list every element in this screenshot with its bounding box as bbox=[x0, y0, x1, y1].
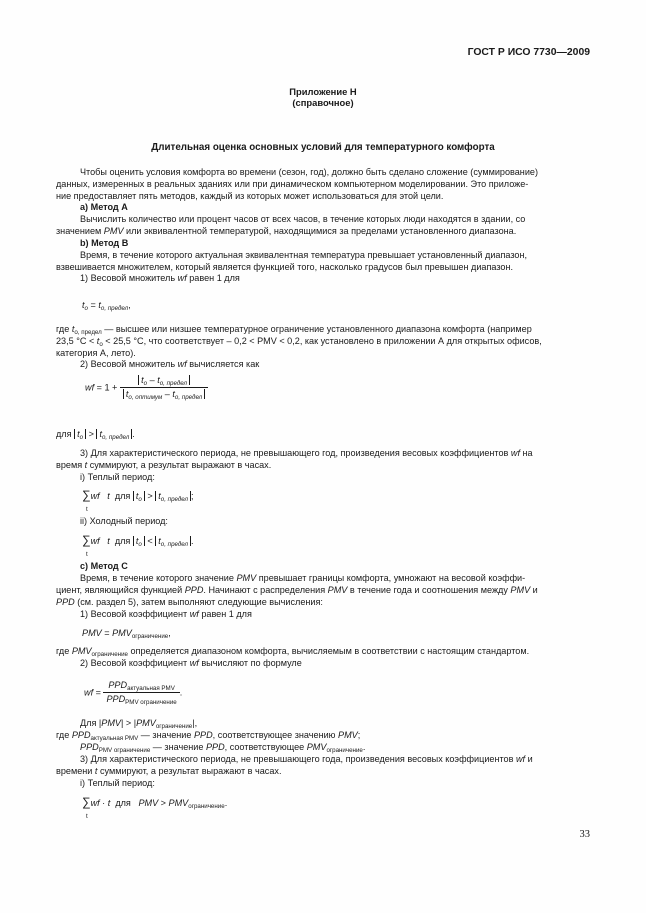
method-a-line-1: Вычислить количество или процент часов от всех часов, в течение которых люди находятся в здании, со bbox=[80, 214, 526, 224]
method-a-heading: а) Метод А bbox=[80, 202, 128, 212]
method-b-cold-formula: ∑wf t для $t_o < t_{o, предел}$ . bbox=[82, 533, 194, 548]
section-title: Длительная оценка основных условий для температурного комфорта bbox=[151, 142, 495, 153]
page-number: 33 bbox=[579, 829, 590, 840]
intro-line-1: Чтобы оценить условия комфорта во времени (сезон, год), должно быть сделано сложение (суммирование) bbox=[80, 167, 538, 177]
method-c-warm-sum-index: t bbox=[86, 813, 88, 820]
method-b-where-2: 23,5 $^\circ C < t_o < 25,5$ °C, что соответствует – 0,2 < PMV < 0,2, как установлено в приложении А для открытых офисов, bbox=[56, 336, 542, 348]
method-c-where-2: где $PPD_{актуальная PMV}$ — значение PPD, соответствующее значению PMV; bbox=[56, 730, 361, 742]
standard-code: ГОСТ Р ИСО 7730—2009 bbox=[467, 47, 590, 58]
annex-title: Приложение Н bbox=[289, 86, 357, 97]
method-b-where-1: где $t_{o, предел}$ — высшее или низшее температурное ограничение установленного диапазона комфорта (например bbox=[56, 324, 532, 336]
method-c-formula-2: wf = $\frac{PPD_{актуальная PMV}}{PPD_{PMV ограничение}}$ . bbox=[84, 680, 183, 707]
method-b-formula-2: wf = 1 + $\frac{t_o - t_{o, предел}}{t_{o, оптимум} - t_{o, предел}}$ bbox=[85, 375, 208, 401]
method-c-where-3: $PPD_{PMV ограничение}$ — значение PPD, соответствующее $PMV_{ограничение}$. bbox=[80, 742, 366, 754]
method-b-warm-sum-index: t bbox=[86, 506, 88, 513]
method-b-cold-sum-index: t bbox=[86, 551, 88, 558]
method-c-step-2: 2) Весовой коэффициент wf вычисляют по формуле bbox=[80, 658, 302, 668]
method-c-warm-formula: ∑wf · t для PMV > $PMV_{ограничение}$. bbox=[82, 795, 228, 810]
annex-note: (справочное) bbox=[292, 97, 354, 108]
method-a-line-2: значением PMV или эквивалентной температурой, находящимися за пределами установленного диапазона. bbox=[56, 226, 517, 236]
method-c-heading: c) Метод С bbox=[80, 561, 128, 571]
method-c-step-3: 3) Для характеристического периода, не превышающего года, произведения весовых коэффициентов wf и bbox=[80, 754, 533, 764]
method-c-formula-1: PMV = $PMV_{ограничение}$, bbox=[82, 628, 171, 640]
method-b-step-1: 1) Весовой множитель wf равен 1 для bbox=[80, 273, 240, 283]
method-b-step-3: 3) Для характеристического периода, не превышающего год, произведения весовых коэффициентов wf на bbox=[80, 448, 533, 458]
method-b-step-3b: время t суммируют, а результат выражают в часах. bbox=[56, 460, 272, 470]
method-c-line-3: PPD (см. раздел 5), затем выполняют следующие вычисления: bbox=[56, 597, 323, 607]
method-c-step-1: 1) Весовой коэффициент wf равен 1 для bbox=[80, 609, 252, 619]
method-b-heading: b) Метод В bbox=[80, 238, 129, 248]
method-b-step-2: 2) Весовой множитель wf вычисляется как bbox=[80, 359, 260, 369]
method-b-line-1: Время, в течение которого актуальная эквивалентная температура превышает установленный диапазон, bbox=[80, 250, 528, 260]
method-b-where-3: категория А, лето). bbox=[56, 348, 136, 358]
intro-line-3: ние предоставляет пять методов, каждый из которых может использоваться для этой цели. bbox=[56, 191, 444, 201]
method-b-cold-label: ii) Холодный период: bbox=[80, 516, 168, 526]
method-c-line-1: Время, в течение которого значение PMV превышает границы комфорта, умножают на весовой коэффи- bbox=[80, 573, 526, 583]
method-c-step-3b: времени t суммируют, а результат выражают в часах. bbox=[56, 766, 282, 776]
method-c-for-condition: Для $|PMV| > |PMV_{ограничение}|$, bbox=[80, 718, 198, 730]
fraction: $\frac{PPD_{актуальная PMV}}{PPD_{PMV ограничение}}$ bbox=[103, 680, 179, 706]
method-b-condition: для $t_o > t_{o, предел}$ . bbox=[56, 429, 135, 441]
method-c-where-1: где $PMV_{ограничение}$ определяется диапазоном комфорта, вычисляемым в соответствии с настоящим стандартом. bbox=[56, 646, 530, 658]
method-b-line-2: взвешивается множителем, который является функцией того, насколько градусов был превышен диапазон. bbox=[56, 262, 514, 272]
fraction: $\frac{t_o - t_{o, предел}}{t_{o, оптимум} - t_{o, предел}}$ bbox=[120, 375, 208, 401]
method-b-formula-1: $t_o = t_{o, предел}$, bbox=[82, 300, 131, 312]
method-b-warm-label: i) Теплый период: bbox=[80, 472, 155, 482]
intro-line-2: данных, измеренных в реальных зданиях или при динамическом компьютерном моделировании. Это приложе- bbox=[56, 179, 529, 189]
method-c-warm-label: i) Теплый период: bbox=[80, 778, 155, 788]
method-b-warm-formula: ∑wf t для $t_o > t_{o, предел}$ ; bbox=[82, 488, 194, 503]
method-c-line-2: циент, являющийся функцией PPD. Начинают с распределения PMV в течение года и соотношения между PMV и bbox=[56, 585, 538, 595]
